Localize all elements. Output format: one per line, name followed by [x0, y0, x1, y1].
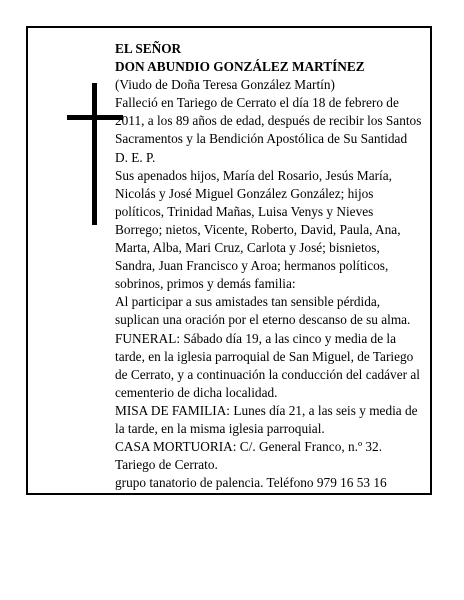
mortuary-house-info: CASA MORTUORIA: C/. General Franco, n.º 32. Tariego de Cerrato.: [115, 439, 383, 473]
rip-label: D. E. P.: [115, 149, 156, 165]
cross-vertical-bar: [92, 83, 97, 225]
widower-note: (Viudo de Doña Teresa González Martín): [115, 77, 335, 93]
deceased-name: DON ABUNDIO GONZÁLEZ MARTÍNEZ: [115, 59, 365, 75]
heading-title: EL SEÑOR: [115, 41, 182, 56]
family-list: Sus apenados hijos, María del Rosario, Jesús María, Nicolás y José Miguel González González; hijos políticos, Trinidad Mañas, Luisa Venys y Nieves Borrego; nietos, Vicente, Roberto, David, Paula, Ana, Marta, Alba, Mari Cruz, Carlota y José; bisnietos, Sandra, Juan Francisco y Aroa; hermanos políticos, sobrinos, primos y demás familia:: [115, 167, 401, 292]
funeral-info: FUNERAL: Sábado día 19, a las cinco y media de la tarde, en la iglesia parroquial de San Miguel, de Tariego de Cerrato, y a continuación la conducción del cadáver al cementerio de dicha localidad.: [115, 330, 420, 400]
funeral-home-contact: grupo tanatorio de palencia. Teléfono 979 16 53 16: [115, 475, 387, 491]
death-details: Falleció en Tariego de Cerrato el día 18 de febrero de 2011, a los 89 años de edad, después de recibir los Santos Sacramentos y la Bendición Apostólica de Su Santidad: [115, 95, 422, 147]
prayer-request: Al participar a sus amistades tan sensible pérdida, suplican una oración por el eterno descanso de su alma.: [115, 294, 411, 328]
obituary-text: [115, 40, 423, 492]
family-mass-info: MISA DE FAMILIA: Lunes día 21, a las seis y media de la tarde, en la misma iglesia parroquial.: [115, 402, 418, 436]
